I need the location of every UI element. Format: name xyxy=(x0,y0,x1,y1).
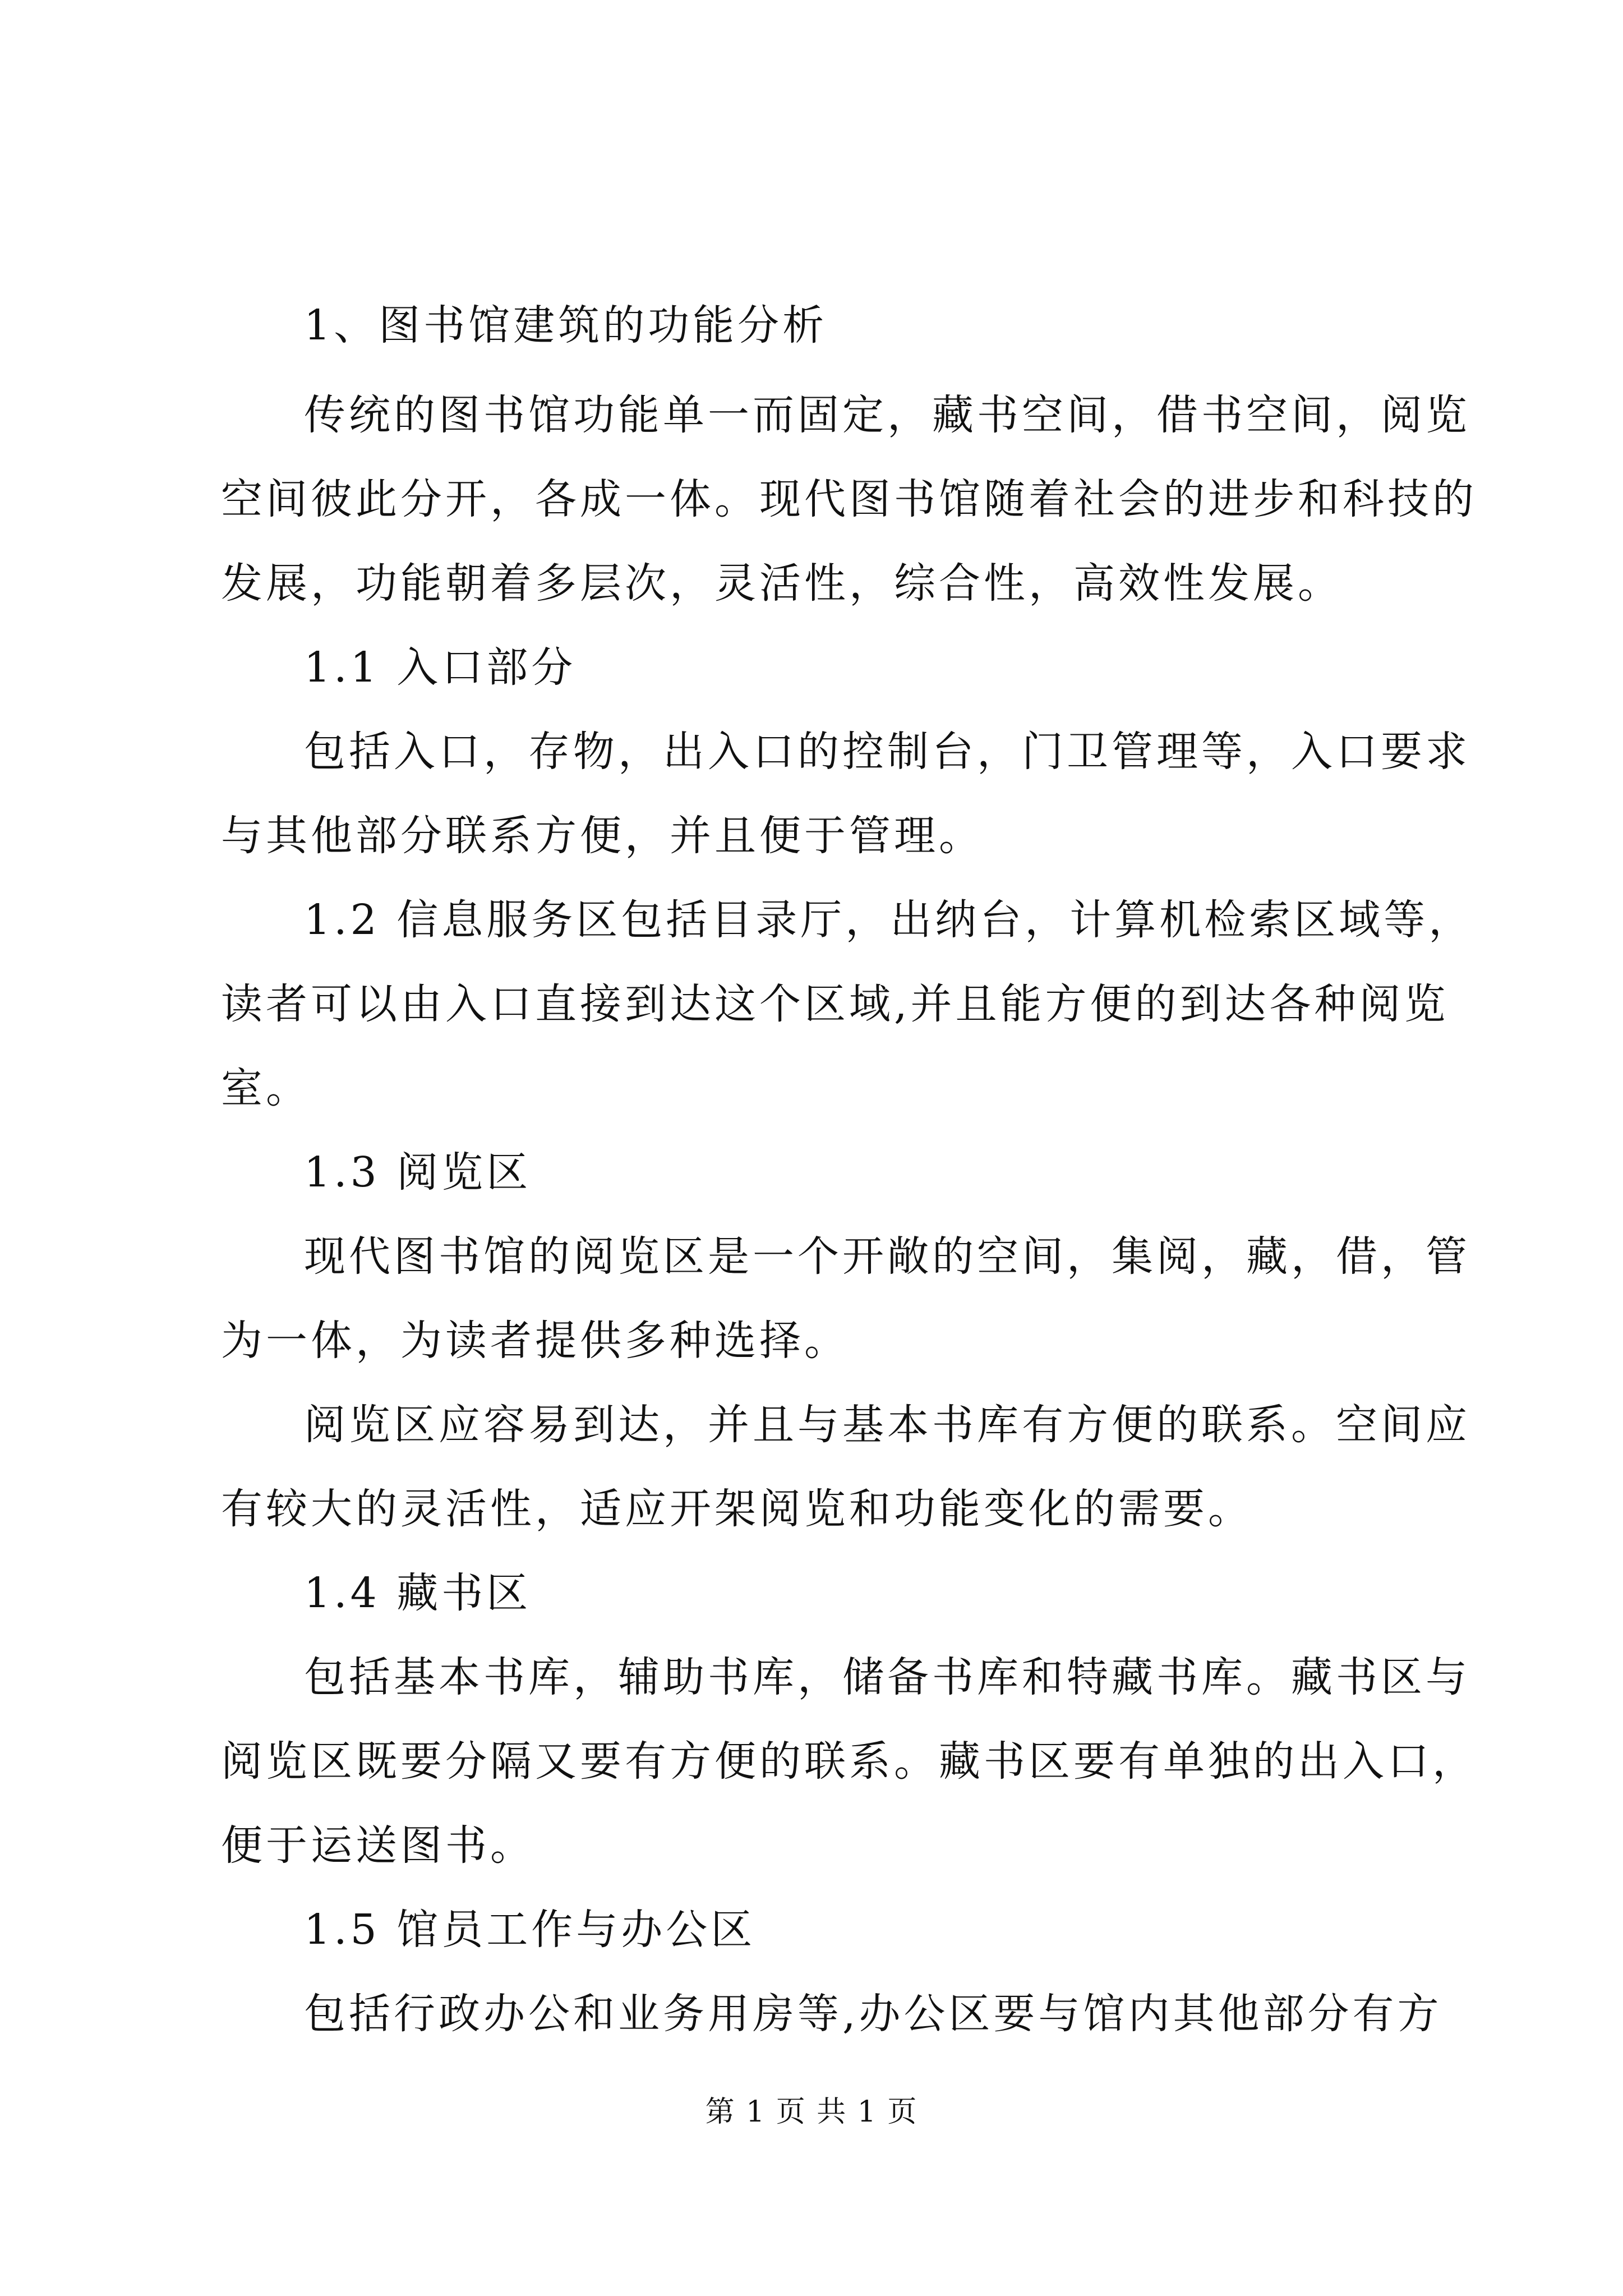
subsection-heading: 1.5 馆员工作与办公区 xyxy=(304,1906,756,1954)
paragraph-line: 1.2 信息服务区包括目录厅，出纳台，计算机检索区域等， xyxy=(304,896,1474,944)
paragraph-line: 包括入口，存物，出入口的控制台，门卫管理等，入口要求 xyxy=(304,728,1470,776)
paragraph-line: 室。 xyxy=(221,1064,311,1112)
paragraph-line: 与其他部分联系方便，并且便于管理。 xyxy=(221,812,984,860)
paragraph-line: 便于运送图书。 xyxy=(221,1821,535,1870)
section-heading: 1、图书馆建筑的功能分析 xyxy=(304,301,828,349)
paragraph-line: 包括行政办公和业务用房等,办公区要与馆内其他部分有方 xyxy=(304,1990,1442,2038)
subsection-heading: 1.1 入口部分 xyxy=(304,643,577,692)
paragraph-line: 阅览区应容易到达，并且与基本书库有方便的联系。空间应 xyxy=(304,1401,1470,1449)
page-footer: 第 1 页 共 1 页 xyxy=(705,2095,918,2129)
paragraph-line: 有较大的灵活性，适应开架阅览和功能变化的需要。 xyxy=(221,1485,1253,1533)
paragraph-line: 传统的图书馆功能单一而固定，藏书空间，借书空间，阅览 xyxy=(304,391,1470,439)
paragraph-line: 现代图书馆的阅览区是一个开敞的空间，集阅，藏，借，管 xyxy=(304,1232,1470,1281)
paragraph-line: 阅览区既要分隔又要有方便的联系。藏书区要有单独的出入口， xyxy=(221,1737,1477,1786)
paragraph-line: 为一体，为读者提供多种选择。 xyxy=(221,1317,849,1365)
subsection-heading: 1.4 藏书区 xyxy=(304,1569,532,1617)
paragraph-line: 包括基本书库，辅助书库，储备书库和特藏书库。藏书区与 xyxy=(304,1653,1470,1701)
paragraph-line: 发展，功能朝着多层次，灵活性，综合性，高效性发展。 xyxy=(221,559,1343,608)
paragraph-line: 空间彼此分开，各成一体。现代图书馆随着社会的进步和科技的 xyxy=(221,475,1477,523)
subsection-heading: 1.3 阅览区 xyxy=(304,1148,532,1197)
paragraph-line: 读者可以由入口直接到达这个区域,并且能方便的到达各种阅览 xyxy=(221,980,1449,1028)
